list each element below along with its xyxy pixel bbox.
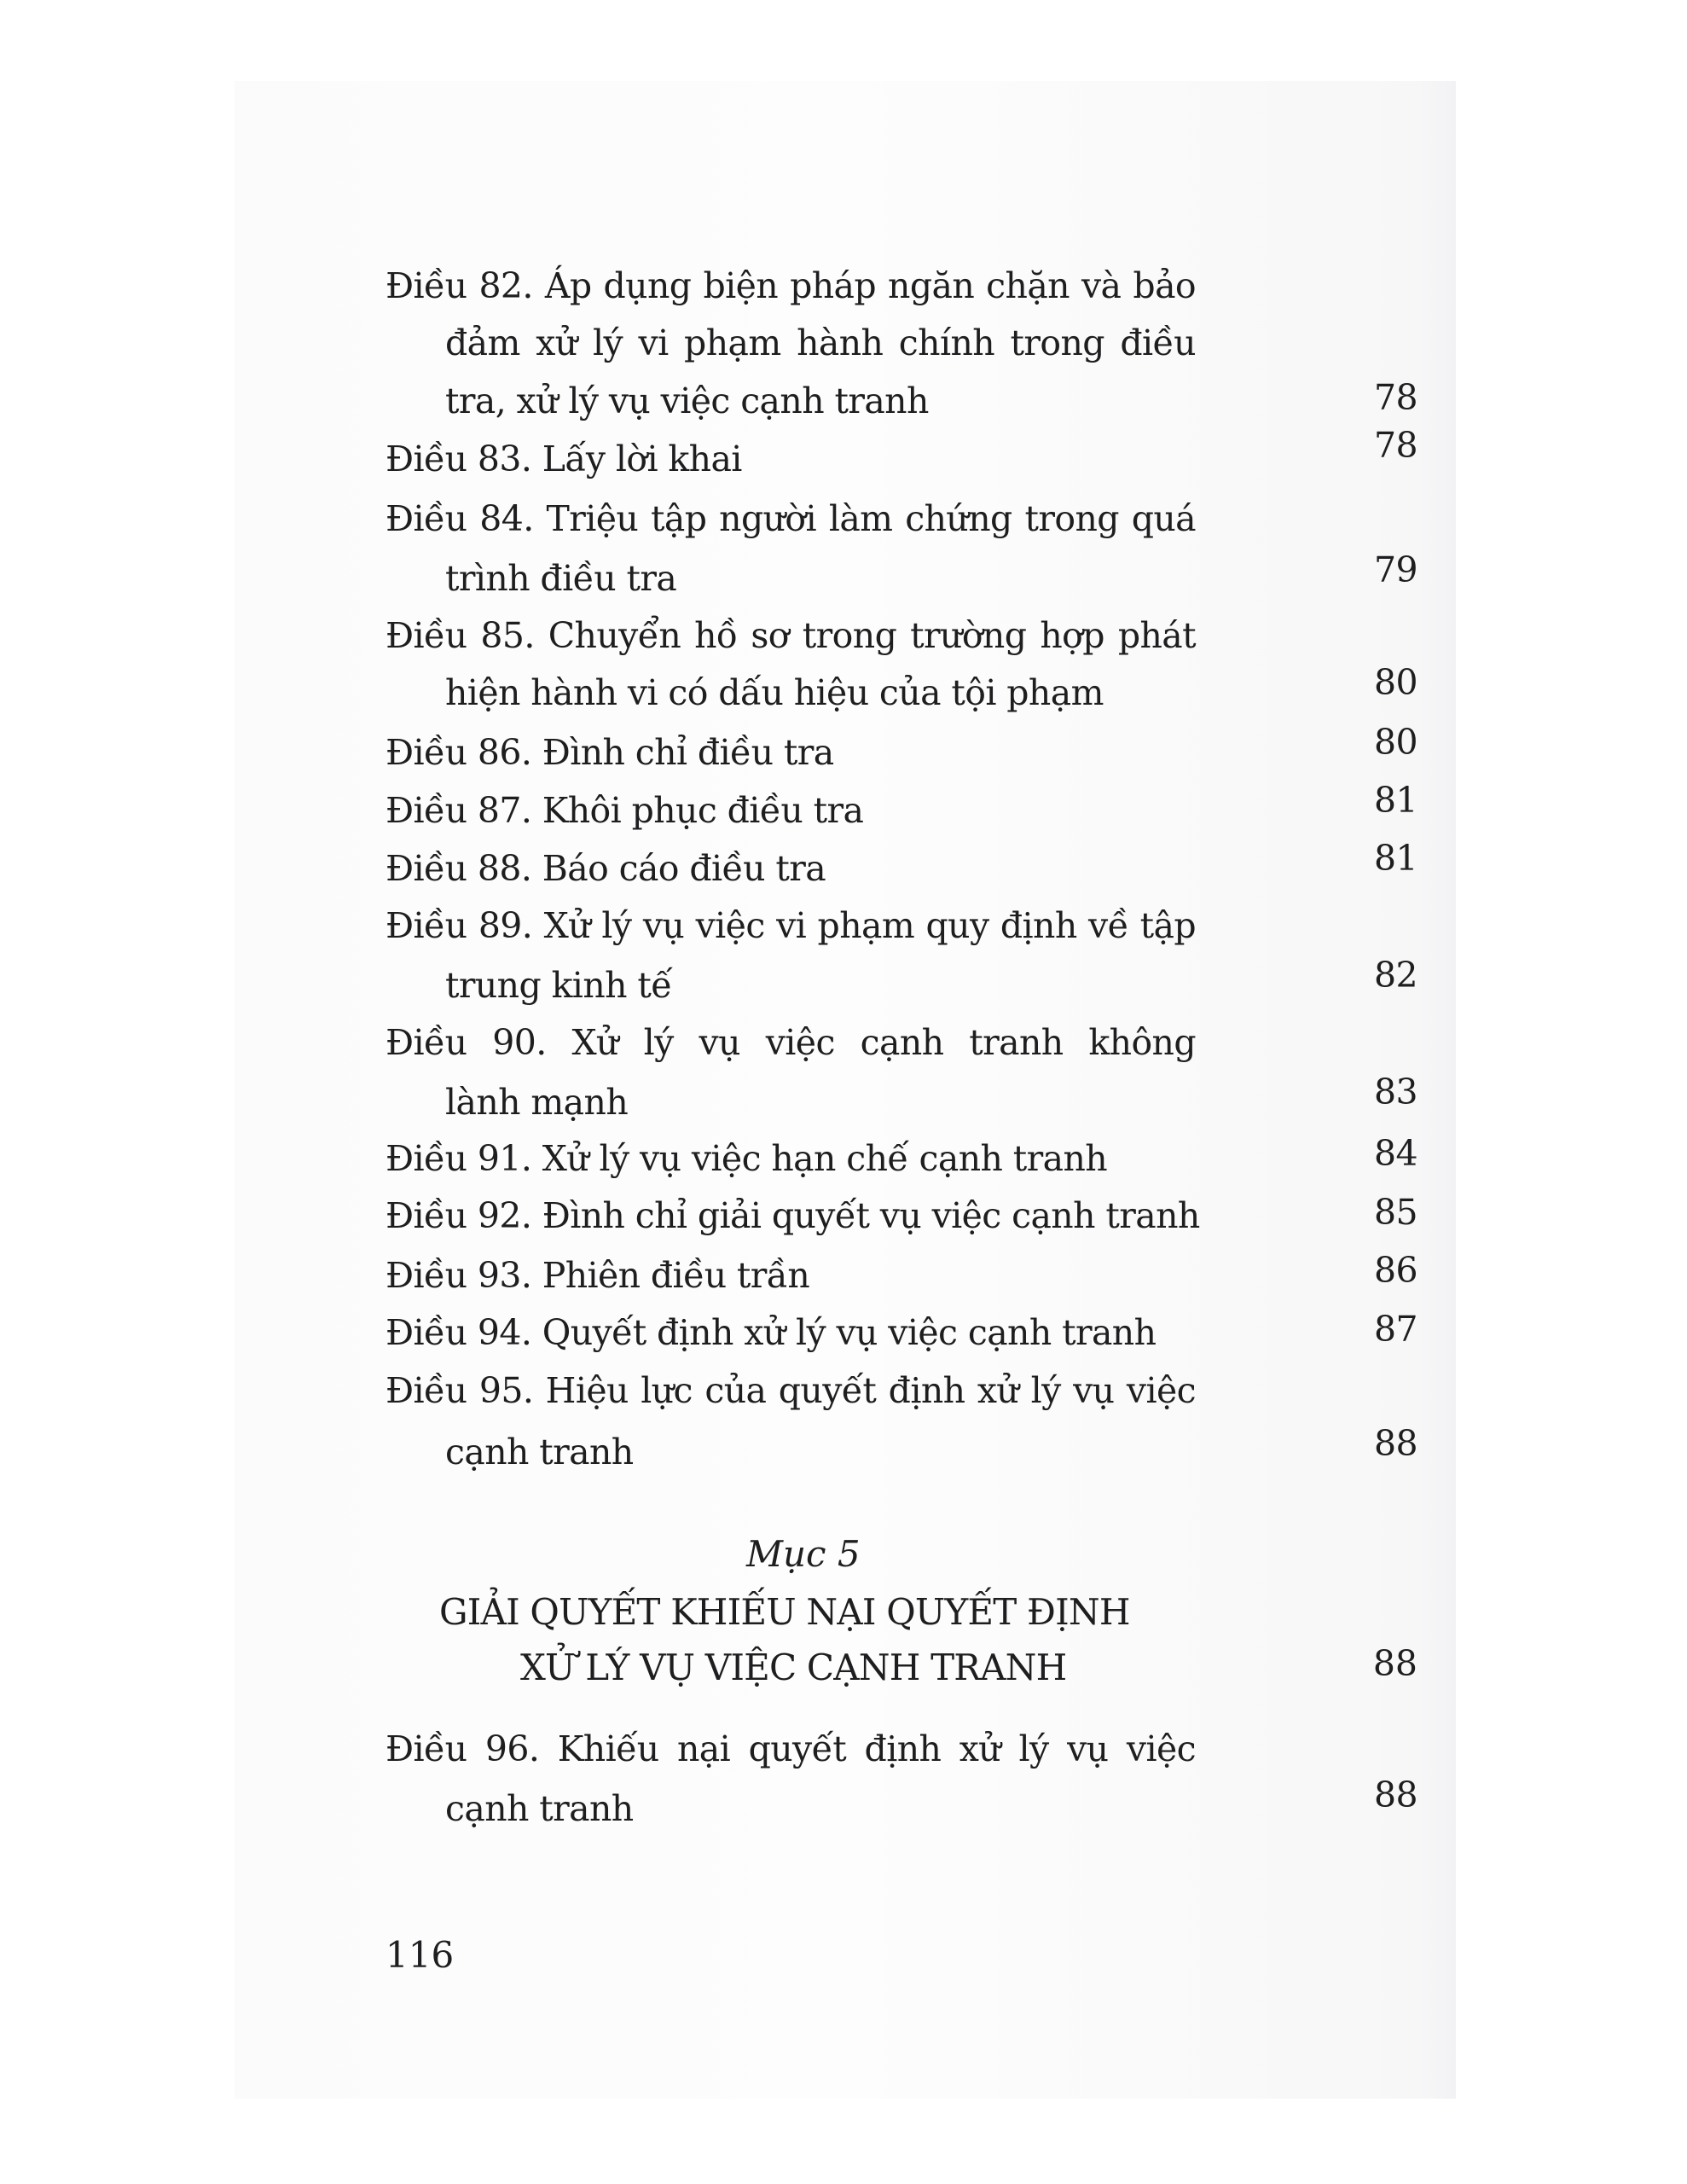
page-number: 78 xyxy=(1374,377,1417,418)
toc-entry-91: Điều 91. Xử lý vụ việc hạn chế cạnh tranh 84 xyxy=(386,1133,1417,1184)
page-number: 80 xyxy=(1374,662,1417,703)
section-title-line-1: GIẢI QUYẾT KHIẾU NẠI QUYẾT ĐỊNH xyxy=(439,1591,1130,1633)
toc-entry-89-line-1: Điều 89. Xử lý vụ việc vi phạm quy định về tập xyxy=(386,905,1196,946)
toc-entry-94: Điều 94. Quyết định xử lý vụ việc cạnh tranh 87 xyxy=(386,1307,1417,1358)
section-label: Mục 5 xyxy=(746,1533,861,1575)
toc-entry-84-line-2: trình điều tra 79 xyxy=(445,553,1417,604)
section-title-line-2: XỬ LÝ VỤ VIỆC CẠNH TRANH xyxy=(520,1647,1067,1688)
page-number: 83 xyxy=(1374,1072,1417,1112)
page-number: 88 xyxy=(1374,1423,1417,1464)
toc-entry-96-line-2: cạnh tranh 88 xyxy=(445,1783,1417,1834)
page-number: 81 xyxy=(1374,780,1417,821)
toc-entry-88: Điều 88. Báo cáo điều tra 81 xyxy=(386,843,1417,894)
page-number: 80 xyxy=(1374,722,1417,763)
page-number: 82 xyxy=(1374,955,1417,996)
page-number: 81 xyxy=(1374,838,1417,879)
toc-entry-85-line-2: hiện hành vi có dấu hiệu của tội phạm 80 xyxy=(445,667,1417,718)
toc-entry-95-line-2: cạnh tranh 88 xyxy=(445,1426,1417,1478)
page-number: 88 xyxy=(1372,1643,1417,1684)
toc-entry-85-line-1: Điều 85. Chuyển hồ sơ trong trường hợp phát xyxy=(386,615,1196,656)
toc-entry-93: Điều 93. Phiên điều trần 86 xyxy=(386,1250,1417,1301)
toc-entry-90-line-1: Điều 90. Xử lý vụ việc cạnh tranh không xyxy=(386,1022,1196,1063)
toc-entry-95-line-1: Điều 95. Hiệu lực của quyết định xử lý vụ việc xyxy=(386,1370,1196,1411)
toc-entry-86: Điều 86. Đình chỉ điều tra 80 xyxy=(386,727,1417,778)
toc-entry-96-line-1: Điều 96. Khiếu nại quyết định xử lý vụ việc xyxy=(386,1728,1196,1769)
toc-entry-83: Điều 83. Lấy lời khai 78 xyxy=(386,433,1417,485)
page-number: 87 xyxy=(1374,1309,1417,1350)
toc-entry-92: Điều 92. Đình chỉ giải quyết vụ việc cạnh tranh 85 xyxy=(386,1190,1417,1241)
page-number: 84 xyxy=(1374,1133,1417,1174)
page-number: 78 xyxy=(1374,425,1417,466)
toc-entry-82-line-2: đảm xử lý vi phạm hành chính trong điều xyxy=(445,322,1196,363)
page-number: 88 xyxy=(1374,1774,1417,1815)
toc-entry-84-line-1: Điều 84. Triệu tập người làm chứng trong quá xyxy=(386,498,1196,539)
toc-entry-89-line-2: trung kinh tế 82 xyxy=(445,960,1417,1011)
folio-page-number: 116 xyxy=(386,1934,455,1976)
page-number: 85 xyxy=(1374,1192,1417,1233)
page-number: 86 xyxy=(1374,1250,1417,1291)
toc-entry-90-line-2: lành mạnh 83 xyxy=(445,1077,1417,1128)
page-number: 79 xyxy=(1374,549,1417,590)
toc-entry-82-line-3: tra, xử lý vụ việc cạnh tranh 78 xyxy=(445,375,1417,427)
toc-entry-87: Điều 87. Khôi phục điều tra 81 xyxy=(386,785,1417,836)
toc-entry-82-line-1: Điều 82. Áp dụng biện pháp ngăn chặn và bảo xyxy=(386,265,1196,306)
